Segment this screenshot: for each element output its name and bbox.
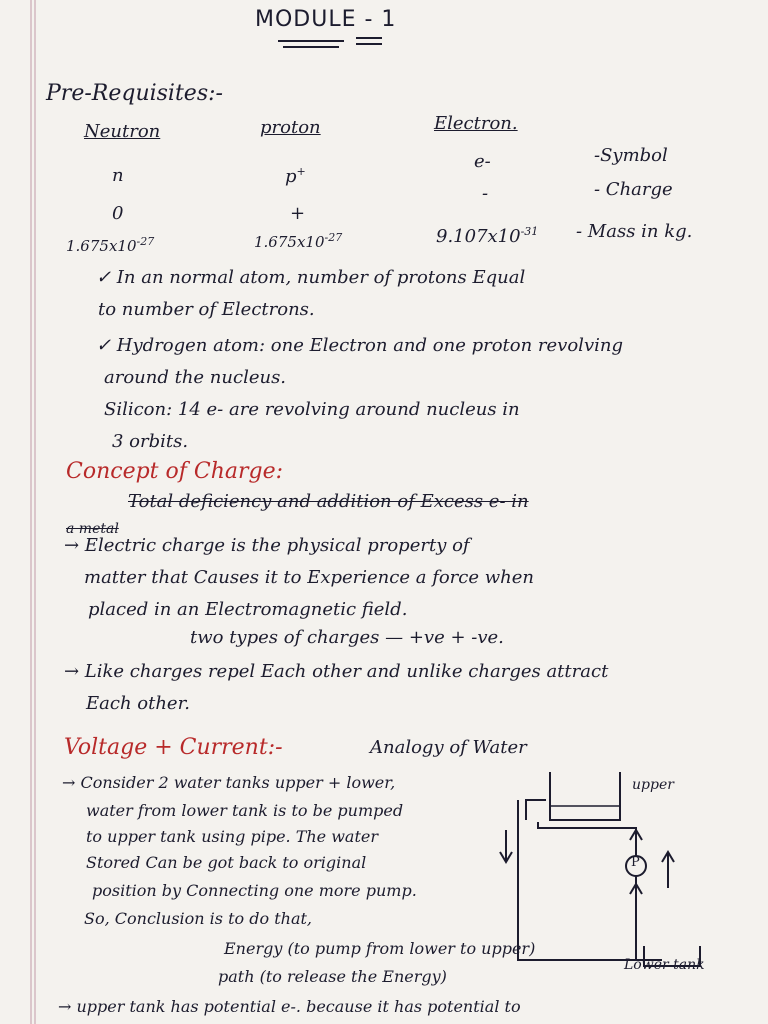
charge-heading: Concept of Charge: [66,459,284,484]
voltage-subheading: Analogy of Water [370,737,527,758]
struck-definition-word: a metal [66,521,119,537]
voltage-line: → Consider 2 water tanks upper + lower, [62,773,396,792]
voltage-line: Energy (to pump from lower to upper) [224,939,536,958]
page-title: MODULE - 1 [255,7,397,32]
title-underline [356,43,382,45]
margin-line-inner [34,0,36,1024]
upper-tank [550,772,620,820]
voltage-line: to upper tank using pipe. The water [86,827,379,846]
struck-definition-line: Total deficiency and addition of Excess e- in [128,491,529,512]
note-line: around the nucleus. [104,367,287,388]
proton-symbol: p+ [285,165,306,187]
title-underline [356,37,382,39]
electron-charge: - [482,183,489,204]
voltage-line: water from lower tank is to be pumped [86,801,404,820]
title-underline [278,40,344,42]
electron-mass: $9.107x10^{-31}$ [436,225,539,247]
pump-pipe [538,822,636,960]
upper-tank-label: upper [632,777,674,793]
voltage-line: → upper tank has potential e-. because it has potential to [58,997,521,1016]
proton-mass: $1.675x10^{-27}$ [254,231,343,251]
neutron-charge: 0 [112,203,124,224]
row-label-charge: - Charge [594,179,673,200]
pump-label: P [631,855,640,870]
margin-line [30,0,32,1024]
note-line: ✓ Hydrogen atom: one Electron and one proton revolving [96,335,623,356]
voltage-line: Stored Can be got back to original [86,853,367,872]
charge-line: Each other. [86,693,190,714]
charge-line: two types of charges — +ve + -ve. [190,627,504,648]
voltage-heading: Voltage + Current:- [64,735,283,760]
note-line: to number of Electrons. [98,299,315,320]
proton-charge: + [290,203,306,224]
voltage-line: So, Conclusion is to do that, [84,909,312,928]
voltage-line: path (to release the Energy) [218,967,447,986]
neutron-mass: $1.675x10^{-27}$ [66,235,155,255]
charge-line: → Like charges repel Each other and unlike charges attract [64,661,609,682]
note-line: ✓ In an normal atom, number of protons Equal [96,267,526,288]
note-line: Silicon: 14 e- are revolving around nucleus in [104,399,520,420]
lower-pipe [518,800,662,960]
header-neutron: Neutron [84,121,161,142]
note-line: 3 orbits. [112,431,189,452]
prerequisites-heading: Pre-Requisites:- [46,81,223,106]
lower-tank-label: Lower tank [624,957,705,973]
charge-line: matter that Causes it to Experience a force when [84,567,534,588]
water-tank-diagram [486,770,736,975]
row-label-symbol: -Symbol [594,145,668,166]
header-proton: proton [260,117,321,138]
title-underline [283,46,339,48]
charge-line: → Electric charge is the physical property of [64,535,470,556]
row-label-mass: - Mass in kg. [576,221,693,242]
voltage-line: position by Connecting one more pump. [92,881,417,900]
charge-line: placed in an Electromagnetic field. [88,599,408,620]
neutron-symbol: n [112,165,124,186]
header-electron: Electron. [434,113,518,134]
electron-symbol: e- [474,151,491,172]
